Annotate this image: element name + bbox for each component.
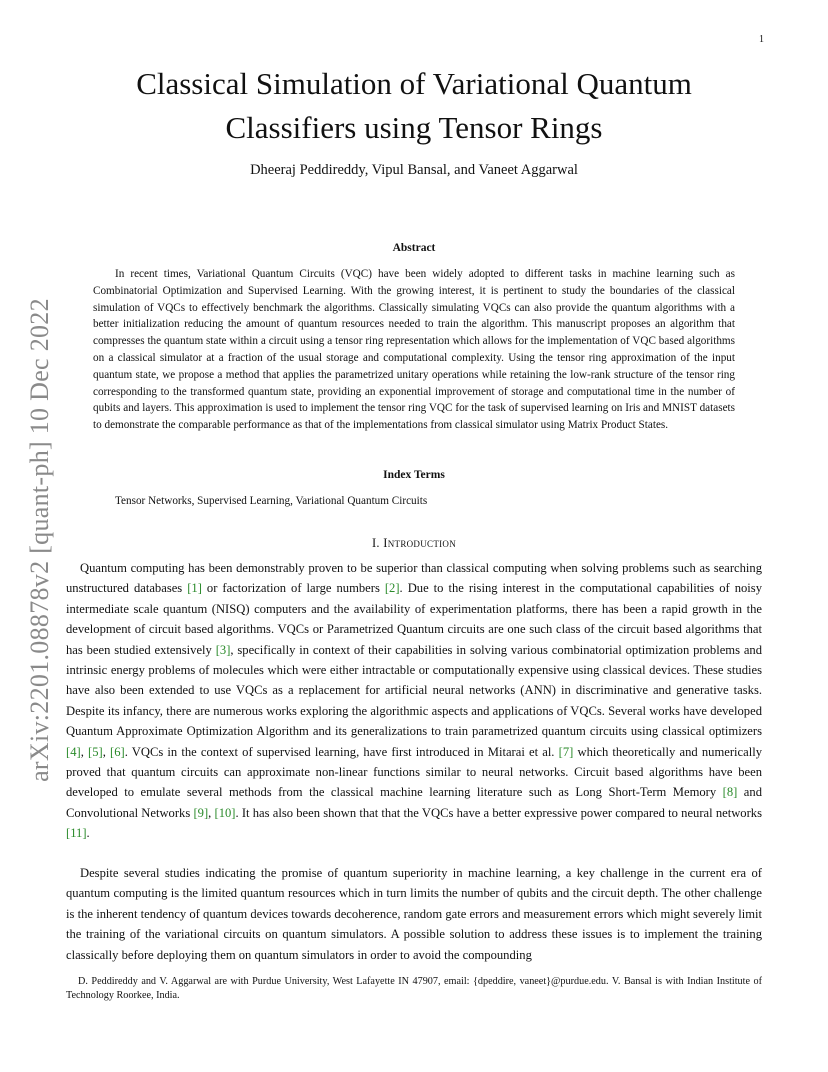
text-run: . <box>86 826 90 841</box>
text-run: or factorization of large numbers <box>201 581 385 596</box>
text-run: , <box>80 744 88 759</box>
citation-link[interactable]: [1] <box>187 581 202 596</box>
author-affiliation-footnote: D. Peddireddy and V. Aggarwal are with Purdue University, West Lafayette IN 47907, email: {dpeddire, vaneet}@purdue.edu. V. Bansal is with Indian Institute of Technology Roorkee, India. <box>66 976 762 1001</box>
citation-link[interactable]: [2] <box>384 581 400 596</box>
citation-link[interactable]: [9] <box>193 805 209 820</box>
citation-link[interactable]: [6] <box>110 744 125 759</box>
citation-link[interactable]: [10] <box>214 805 236 820</box>
index-terms-text: Tensor Networks, Supervised Learning, Variational Quantum Circuits <box>115 495 428 507</box>
citation-link[interactable]: [8] <box>722 785 738 800</box>
abstract-text: In recent times, Variational Quantum Circuits (VQC) have been widely adopted to different tasks in machine learning such as Combinatorial Optimization and Supervised Learning. With the growing interest, it is pertinent to study the boundaries of the classical simulation of VQCs to effectively benchmark the algorithms. Classically simulating VQCs can also provide the quantum algorithms with a better initialization reducing the amount of quantum resources needed to train the algorithm. This manuscript proposes an algorithm that compresses the quantum state within a circuit using a tensor ring representation which allows for the implementation of VQC based algorithms on a classical simulator at a fraction of the usual storage and computational complexity. Using the tensor ring approximation of the input quantum state, we propose a method that applies the parametrized unitary operations while retaining the low-rank structure of the tensor ring corresponding to the transformed quantum state, providing an exponential improvement of storage and computational time in the number of qubits and layers. This approximation is used to implement the tensor ring VQC for the task of supervised learning on Iris and MNIST datasets to demonstrate the comparable performance as that of the implementations from classical simulator using Matrix Product States. <box>93 268 735 432</box>
arxiv-identifier-text: arXiv:2201.08878v2 [quant-ph] 10 Dec 2022 <box>25 298 54 782</box>
citation-link[interactable]: [5] <box>88 744 103 759</box>
text-run: which theoretically and numerically proved that quantum circuits can approximate non-linear functions similar to neural networks. Circuit based algorithms have been developed to emulate several methods from the classical machine learning literature such as Long Short-Term Memory <box>66 744 762 800</box>
text-run: , <box>102 744 110 759</box>
abstract-heading: Abstract <box>392 242 436 254</box>
citation-link[interactable]: [7] <box>558 744 574 759</box>
citation-link[interactable]: [11] <box>66 826 87 841</box>
citation-link[interactable]: [3] <box>215 642 231 657</box>
title-line-1: Classical Simulation of Variational Quantum <box>136 66 692 101</box>
citation-link[interactable]: [4] <box>66 744 81 759</box>
introduction-paragraph-1 <box>66 558 762 844</box>
section-heading-introduction: I. Introduction <box>371 536 457 550</box>
text-run: Quantum computing has been demonstrably proven to be superior than classical computing when solving problems such as searching unstructured databases <box>66 561 762 596</box>
page-number: 1 <box>759 34 764 45</box>
introduction-paragraph-2: Despite several studies indicating the promise of quantum superiority in machine learning, a key challenge in the current era of quantum computing is the limited quantum resources which in turn limits the number of qubits and the circuit depth. The other challenge is the inherent tendency of quantum devices towards decoherence, random gate errors and measurement errors which might severely limit the training of the variational circuits on quantum simulators. A possible solution to address these issues is to implement the training classically before deploying them on quantum simulators in order to avoid the compounding <box>66 866 762 962</box>
text-run: and Convolutional Networks <box>66 785 762 820</box>
index-terms-heading: Index Terms <box>383 469 445 481</box>
arxiv-identifier-stamp[interactable] <box>22 260 58 820</box>
author-list: Dheeraj Peddireddy, Vipul Bansal, and Vaneet Aggarwal <box>250 162 578 178</box>
text-run: . VQCs in the context of supervised learning, have first introduced in Mitarai et al. <box>124 744 559 759</box>
text-run: . It has also been shown that that the VQCs have a better expressive power compared to neural networks <box>235 805 762 820</box>
paper-title <box>100 62 728 150</box>
text-run: , <box>208 805 215 820</box>
title-line-2: Classifiers using Tensor Rings <box>225 110 603 145</box>
text-run: . Due to the rising interest in the computational capabilities of noisy intermediate scale quantum (NISQ) computers and the availability of experimentation platforms, there has been a rapid growth in the development of circuit based algorithms. VQCs or Parametrized Quantum circuits are one such class of the circuit based algorithms that has been studied extensively <box>66 581 762 657</box>
text-run: , specifically in context of their capabilities in solving various combinatorial optimization problems and intrinsic energy problems of molecules which were either intractable or computationally expensive using classical devices. These studies have also been extended to use VQCs as a replacement for artificial neural networks (ANN) in discriminative and generative tasks. Despite its infancy, there are numerous works exploring the algorithmic aspects and applications of VQCs. Several works have developed Quantum Approximate Optimization Algorithm and its generalizations to train parametrized quantum circuits using classical optimizers <box>66 642 763 739</box>
